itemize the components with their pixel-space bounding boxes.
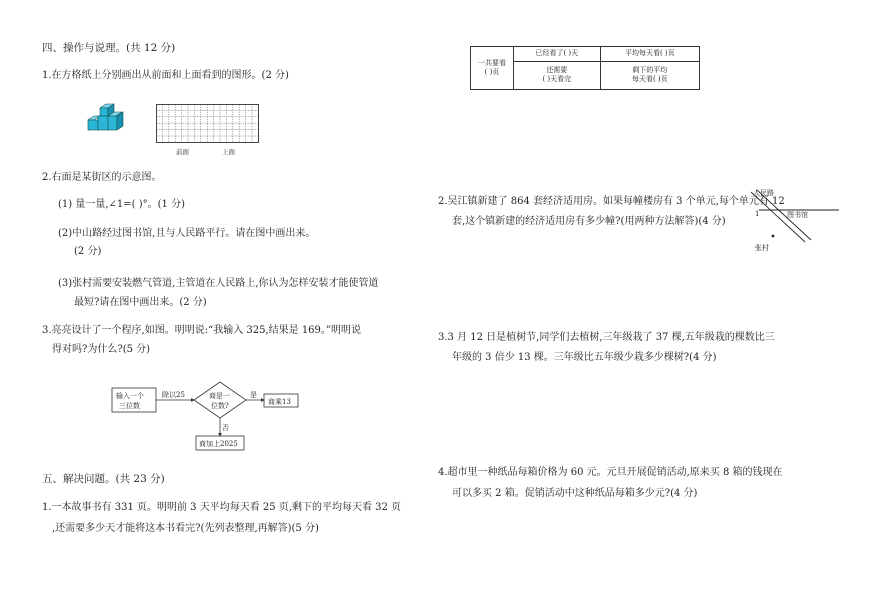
flow-decision-line1: 商是一: [209, 392, 230, 400]
map-village-label: 张村: [755, 244, 769, 252]
question-2-part-3: (3)张村需要安装燃气管道,主管道在人民路上,你认为怎样安装才能使管道: [58, 278, 379, 289]
table-days-needed-line1: 还需要: [546, 66, 568, 75]
problem-2-text: 2.吴江镇新建了 864 套经济适用房。如果每幢楼房有 3 个单元,每个单元有 12: [438, 196, 785, 207]
cube-figure: [84, 104, 130, 142]
flow-decision-line2: 位数?: [211, 402, 229, 410]
question-1-text: 1.在方格纸上分别画出从前面和上面看到的图形。(2 分): [42, 70, 289, 81]
problem-1-line2: ,还需要多少天才能将这本书看完?(先列表整理,再解答)(5 分): [52, 523, 319, 534]
question-2-text: 2.右面是某街区的示意图。: [42, 172, 162, 183]
question-2-part-2-score: (2 分): [74, 246, 102, 257]
flow-decision-diamond: [194, 382, 246, 418]
table-days-needed: [514, 61, 601, 89]
flow-no-label: 否: [222, 424, 229, 432]
map-road-label: 人民路: [753, 189, 774, 197]
village-point: [772, 235, 775, 238]
flow-yes-label: 是: [250, 391, 257, 399]
flow-output-text: 商乘13: [268, 398, 291, 406]
table-total-label: 一共要看: [478, 58, 506, 67]
map-angle-label: 1: [755, 210, 760, 218]
grid-paper: [156, 104, 259, 156]
section-4-title: 四、操作与说理。(共 12 分): [42, 42, 176, 54]
grid-label-top: 上面: [222, 148, 235, 156]
flow-input-line1: 输入一个: [116, 392, 144, 400]
question-2-part-2: (2)中山路经过图书馆,且与人民路平行。请在图中画出来。: [58, 228, 316, 239]
flow-input-line2: 三位数: [119, 402, 140, 410]
problem-2-line2: 套,这个镇新建的经济适用房有多少幢?(用两种方法解答)(4 分): [452, 216, 726, 227]
flow-divide-label: 除以25: [162, 391, 185, 399]
table-remaining-avg-line2: 每天看( )页: [631, 75, 668, 84]
table-days-needed-line2: ( )天看完: [542, 75, 572, 84]
section-5-title: 五、解决问题。(共 23 分): [42, 473, 165, 485]
problem-4-line2: 可以多买 2 箱。促销活动中这种纸品每箱多少元?(4 分): [452, 488, 698, 499]
street-map: [745, 186, 845, 256]
question-2-part-1: (1) 量一量,∠1=( )°。(1 分): [58, 199, 185, 210]
table-total-blank: ( )页: [484, 68, 500, 76]
problem-4-text: 4.超市里一种纸品每箱价格为 60 元。元旦开展促销活动,原来买 8 箱的钱现在: [438, 467, 783, 478]
question-3-text: 3.亮亮设计了一个程序,如图。明明说:“我输入 325,结果是 169。”明明说: [42, 325, 362, 336]
problem-3-text: 3.3 月 12 日是植树节,同学们去植树,三年级栽了 37 棵,五年级栽的棵数比三: [438, 332, 775, 343]
table-days-read: 已经看了( )天: [514, 47, 601, 62]
table-remaining-avg-line1: 剩下的平均: [632, 66, 668, 75]
problem-1-text: 1.一本故事书有 331 页。明明前 3 天平均每天看 25 页,剩下的平均每天看 32 页: [42, 502, 402, 513]
map-library-label: 图书馆: [787, 211, 808, 219]
grid-label-front: 前面: [176, 148, 189, 156]
table-remaining-avg: [600, 61, 699, 89]
question-2-part-3-line2: 最短?请在图中画出来。(2 分): [74, 297, 207, 308]
flowchart: [110, 380, 320, 456]
problem-1-table: [470, 46, 700, 90]
table-total-cell: [471, 47, 514, 90]
question-3-line2: 得对吗?为什么?(5 分): [52, 344, 151, 355]
flow-add-text: 商加上2025: [199, 440, 238, 448]
table-avg-pages: 平均每天看( )页: [600, 47, 699, 62]
problem-3-line2: 年级的 3 倍少 13 棵。三年级比五年级少栽多少棵树?(4 分): [452, 352, 717, 363]
